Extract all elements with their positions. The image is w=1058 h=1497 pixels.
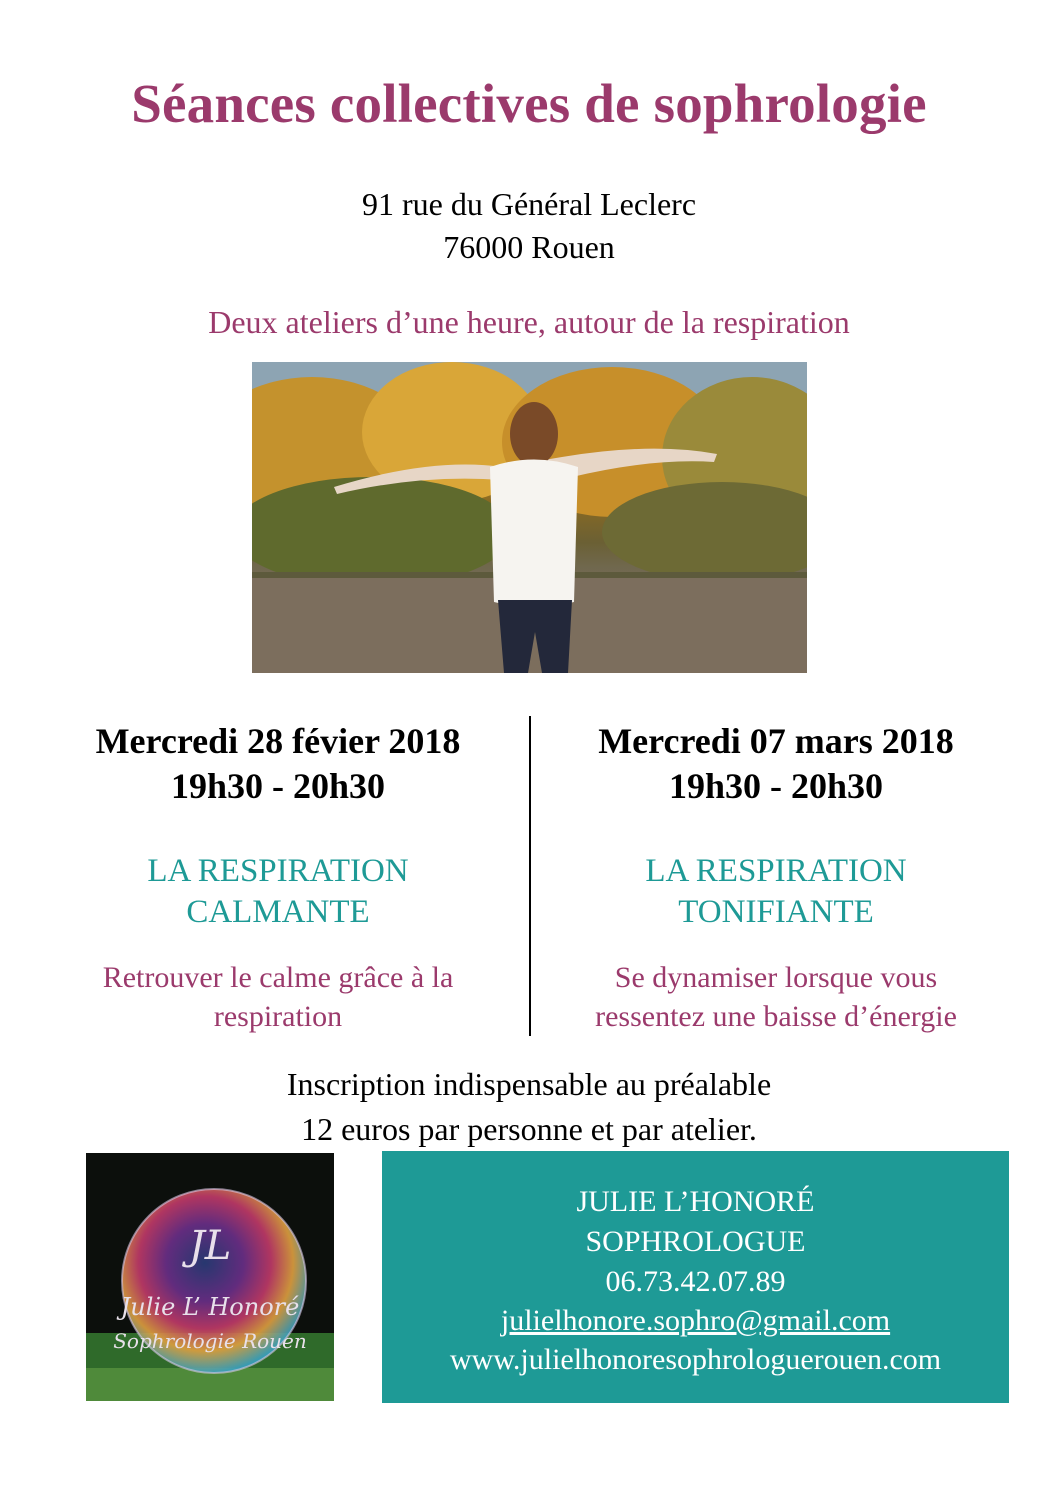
subtitle: Deux ateliers d’une heure, autour de la respiration xyxy=(208,304,850,340)
logo-subtitle: Sophrologie Rouen xyxy=(113,1329,307,1353)
registration-line-1: Inscription indispensable au préalable xyxy=(286,1066,772,1102)
session-1-description-line-2: respiration xyxy=(213,1000,343,1033)
hero-photo xyxy=(252,362,807,673)
session-1-theme-line-1: LA RESPIRATION xyxy=(147,853,409,889)
session-2-time: 19h30 - 20h30 xyxy=(668,766,884,806)
contact-email-link[interactable]: julielhonore.sophro@gmail.com xyxy=(500,1304,891,1337)
session-2-theme-line-1: LA RESPIRATION xyxy=(645,853,907,889)
logo-initials: JL xyxy=(188,1223,232,1269)
session-1-time: 19h30 - 20h30 xyxy=(170,766,386,806)
session-1-description-line-1: Retrouver le calme grâce à la xyxy=(102,961,454,994)
contact-box xyxy=(382,1151,1009,1403)
address-line-2: 76000 Rouen xyxy=(443,229,615,265)
contact-website: www.julielhonoresophrologuerouen.com xyxy=(449,1343,942,1376)
registration-line-2: 12 euros par personne et par atelier. xyxy=(301,1111,757,1147)
hero-photo-illustration xyxy=(252,362,807,673)
session-2-date: Mercredi 07 mars 2018 xyxy=(598,721,954,761)
logo-name: Julie L’ Honoré xyxy=(120,1293,300,1321)
contact-role: SOPHROLOGUE xyxy=(585,1225,806,1258)
bubble-logo-graphic xyxy=(86,1153,334,1401)
page-title: Séances collectives de sophrologie xyxy=(131,73,927,134)
logo xyxy=(86,1153,334,1401)
contact-name: JULIE L’HONORÉ xyxy=(576,1185,815,1218)
session-2-theme-line-2: TONIFIANTE xyxy=(678,894,874,930)
session-2-description-line-1: Se dynamiser lorsque vous xyxy=(614,961,938,994)
contact-phone: 06.73.42.07.89 xyxy=(605,1265,786,1298)
session-1-theme-line-2: CALMANTE xyxy=(186,894,370,930)
address-line-1: 91 rue du Général Leclerc xyxy=(361,186,697,222)
session-1-date: Mercredi 28 févier 2018 xyxy=(95,721,461,761)
session-2-description-line-2: ressentez une baisse d’énergie xyxy=(595,1000,957,1033)
